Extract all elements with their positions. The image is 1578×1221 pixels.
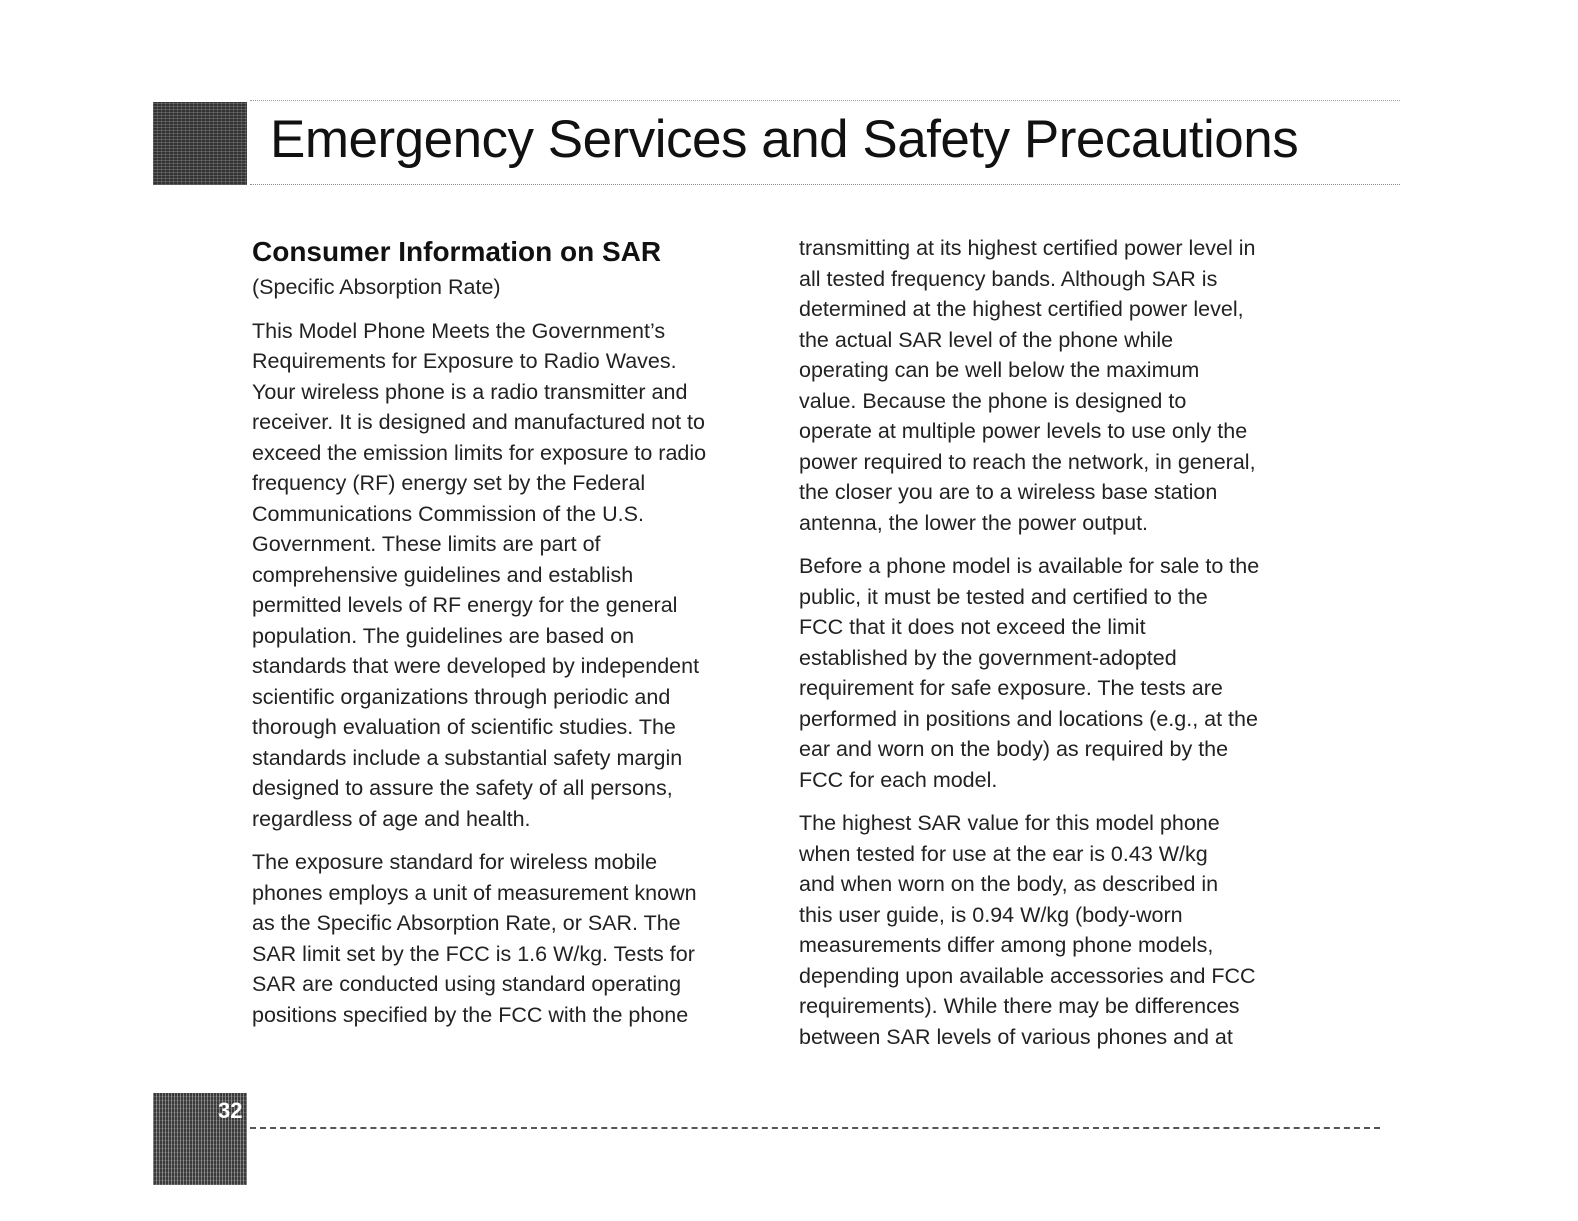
text-line: exceed the emission limits for exposure to radio <box>252 440 707 465</box>
text-line: depending upon available accessories and FCC <box>799 963 1256 988</box>
text-line: The exposure standard for wireless mobile <box>252 850 658 874</box>
text-line: when tested for use at the ear is 0.43 W/kg <box>799 841 1208 866</box>
text-line: antenna, the lower the power output. <box>799 510 1149 535</box>
text-line: SAR limit set by the FCC is 1.6 W/kg. Tests for <box>252 941 695 966</box>
text-line: permitted levels of RF energy for the general <box>252 593 678 617</box>
text-line: positions specified by the FCC with the phone <box>252 1002 689 1027</box>
text-line: between SAR levels of various phones and at <box>799 1024 1233 1049</box>
page-number: 32 <box>218 1098 243 1123</box>
right-column <box>799 233 1304 1052</box>
text-line: established by the government-adopted <box>799 645 1177 670</box>
text-line: the closer you are to a wireless base station <box>799 480 1218 504</box>
text-line: FCC that it does not exceed the limit <box>799 615 1146 639</box>
text-line: operate at multiple power levels to use only the <box>799 419 1248 443</box>
text-line: requirements). While there may be differences <box>799 994 1240 1018</box>
text-line: value. Because the phone is designed to <box>799 388 1187 413</box>
text-line: Your wireless phone is a radio transmitter and <box>252 379 688 404</box>
right-paragraph-1 <box>799 233 1304 538</box>
text-line: phones employs a unit of measurement known <box>252 880 697 905</box>
text-line: ear and worn on the body) as required by the <box>799 737 1229 761</box>
text-line: transmitting at its highest certified power level in <box>799 236 1256 260</box>
section-subheading: (Specific Absorption Rate) <box>252 275 501 299</box>
text-line: standards that were developed by independent <box>252 654 700 678</box>
text-line: Requirements for Exposure to Radio Waves. <box>252 349 677 373</box>
text-line: measurements differ among phone models, <box>799 933 1214 957</box>
text-line: population. The guidelines are based on <box>252 623 635 648</box>
page-title: Emergency Services and Safety Precautions <box>270 110 1299 169</box>
text-line: all tested frequency bands. Although SAR is <box>799 266 1218 291</box>
text-line: This Model Phone Meets the Government’s <box>252 318 666 343</box>
section-heading: Consumer Information on SAR <box>252 236 662 267</box>
text-line: The highest SAR value for this model phone <box>799 811 1220 835</box>
header-rule-top <box>250 100 1400 101</box>
text-line: as the Specific Absorption Rate, or SAR. The <box>252 911 681 935</box>
left-paragraph-1 <box>252 316 752 835</box>
text-line: frequency (RF) energy set by the Federal <box>252 471 646 495</box>
text-line: Before a phone model is available for sale to the <box>799 554 1260 578</box>
right-paragraph-2 <box>799 551 1304 795</box>
header-rule-bottom <box>250 184 1400 185</box>
left-column <box>252 232 752 1030</box>
text-line: Government. These limits are part of <box>252 532 601 556</box>
text-line: Communications Commission of the U.S. <box>252 501 644 526</box>
text-line: thorough evaluation of scientific studies. The <box>252 715 676 739</box>
text-line: standards include a substantial safety margin <box>252 745 683 770</box>
text-line: power required to reach the network, in general, <box>799 449 1256 474</box>
footer-rule <box>250 1127 1380 1129</box>
text-line: FCC for each model. <box>799 767 998 792</box>
text-line: performed in positions and locations (e.g., at the <box>799 706 1258 731</box>
right-paragraph-3 <box>799 808 1304 1052</box>
text-line: public, it must be tested and certified to the <box>799 584 1208 609</box>
text-line: requirement for safe exposure. The tests are <box>799 676 1223 700</box>
text-line: operating can be well below the maximum <box>799 358 1200 382</box>
text-line: designed to assure the safety of all persons, <box>252 776 673 800</box>
text-line: and when worn on the body, as described in <box>799 872 1219 896</box>
text-line: this user guide, is 0.94 W/kg (body-worn <box>799 902 1183 927</box>
header-decorative-block <box>153 102 247 185</box>
text-line: SAR are conducted using standard operating <box>252 972 682 996</box>
text-line: determined at the highest certified power level, <box>799 297 1244 321</box>
text-line: receiver. It is designed and manufactured not to <box>252 410 705 434</box>
text-line: regardless of age and health. <box>252 806 531 831</box>
text-line: comprehensive guidelines and establish <box>252 562 634 587</box>
left-paragraph-2 <box>252 847 752 1030</box>
text-line: the actual SAR level of the phone while <box>799 327 1174 352</box>
text-line: scientific organizations through periodic and <box>252 684 671 709</box>
